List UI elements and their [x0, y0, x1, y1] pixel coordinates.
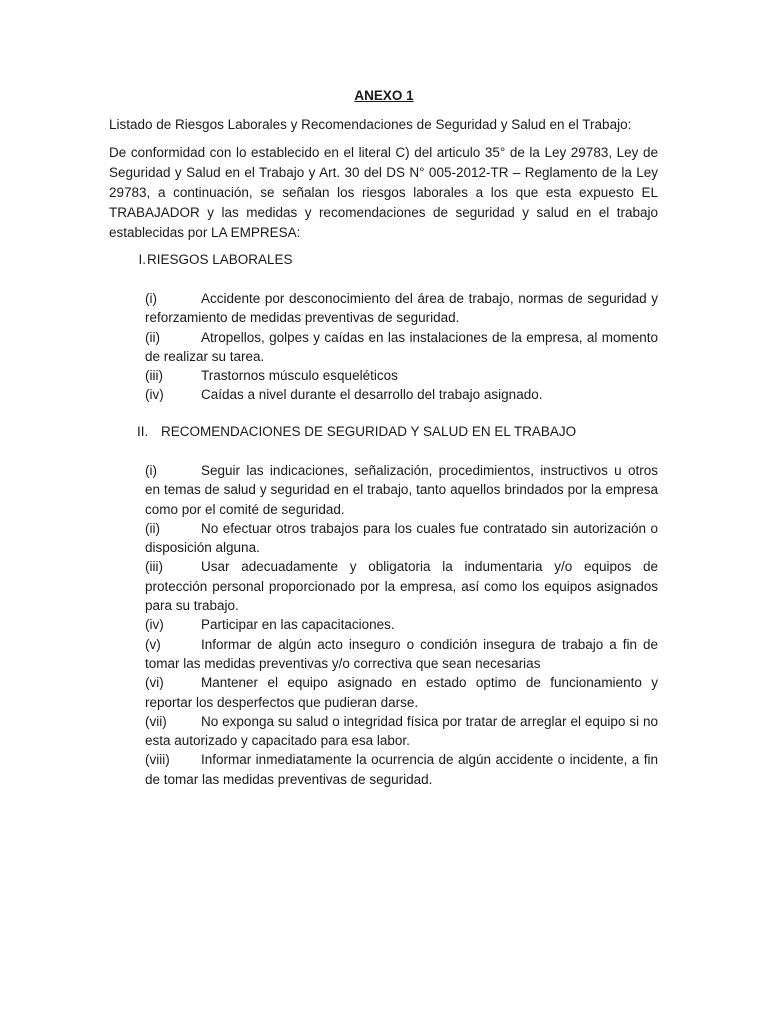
list-item [145, 615, 658, 634]
recomendaciones-list [145, 461, 658, 789]
item-text: Seguir las indicaciones, señalización, procedimientos, instructivos u otros en temas de salud y seguridad en el trabajo, tanto aquellos brindados por la empresa como por el comité de seguridad. [145, 463, 658, 517]
list-item [145, 289, 658, 328]
list-item [145, 635, 658, 674]
item-number: (ii) [145, 329, 160, 345]
intro-line: Listado de Riesgos Laborales y Recomendaciones de Seguridad y Salud en el Trabajo: [109, 117, 632, 132]
item-text: Accidente por desconocimiento del área de trabajo, normas de seguridad y reforzamiento de medidas preventivas de seguridad. [145, 291, 658, 326]
list-item [145, 557, 658, 615]
item-text: Informar inmediatamente la ocurrencia de algún accidente o incidente, a fin de tomar las medidas preventivas de seguridad. [145, 752, 658, 787]
item-text: Atropellos, golpes y caídas en las instalaciones de la empresa, al momento de realizar su tarea. [145, 329, 658, 364]
list-item [145, 750, 658, 789]
section-title: RIESGOS LABORALES [147, 252, 293, 267]
list-item [145, 712, 658, 751]
item-text: No exponga su salud o integridad física por tratar de arreglar el equipo si no esta autorizado y capacitado para esa labor. [145, 713, 658, 749]
item-number: (i) [145, 291, 157, 306]
item-number: (iv) [145, 617, 164, 633]
document-title: ANEXO 1 [354, 88, 414, 103]
item-number: (iii) [145, 559, 163, 575]
section-title: RECOMENDACIONES DE SEGURIDAD Y SALUD EN EL TRABAJO [161, 424, 577, 439]
item-number: (ii) [145, 520, 160, 536]
list-item [145, 461, 658, 519]
list-item [145, 385, 658, 404]
item-text: No efectuar otros trabajos para los cuales fue contratado sin autorización o disposición alguna. [145, 520, 658, 556]
list-item [145, 673, 658, 712]
section-heading-riesgos [137, 250, 293, 270]
section-number: I. [138, 252, 146, 267]
list-item [145, 366, 658, 385]
item-number: (v) [145, 636, 161, 652]
section-heading-recomendaciones [137, 422, 576, 442]
item-text: Caídas a nivel durante el desarrollo del trabajo asignado. [201, 387, 543, 403]
item-number: (iii) [145, 368, 163, 384]
item-number: (vi) [145, 675, 164, 691]
list-item [145, 519, 658, 558]
item-text: Informar de algún acto inseguro o condición insegura de trabajo a fin de tomar las medidas preventivas y/o correctiva que sean necesarias [145, 636, 658, 671]
list-item [145, 328, 658, 367]
riesgos-list [145, 289, 658, 405]
item-number: (viii) [145, 752, 170, 768]
item-text: Usar adecuadamente y obligatoria la indumentaria y/o equipos de protección personal proporcionado por la empresa, así como los equipos asignados para su trabajo. [145, 559, 658, 614]
section-number: II. [137, 424, 149, 439]
legal-paragraph: De conformidad con lo establecido en el literal C) del articulo 35° de la Ley 29783, Ley de Seguridad y Salud en el Trabajo y Art. 30 del DS N° 005-2012-TR – Reglamento de la Ley 29783, a continuación, se señalan los riesgos laborales a los que esta expuesto EL TRABAJADOR y las medidas y recomendaciones de seguridad y salud en el trabajo establecidas por LA EMPRESA: [109, 145, 658, 240]
item-text: Mantener el equipo asignado en estado optimo de funcionamiento y reportar los desperfectos que pudieran darse. [145, 675, 658, 710]
item-number: (i) [145, 463, 157, 478]
item-text: Trastornos músculo esqueléticos [201, 368, 398, 384]
item-number: (vii) [145, 713, 167, 729]
item-number: (iv) [145, 387, 164, 403]
item-text: Participar en las capacitaciones. [201, 617, 395, 633]
